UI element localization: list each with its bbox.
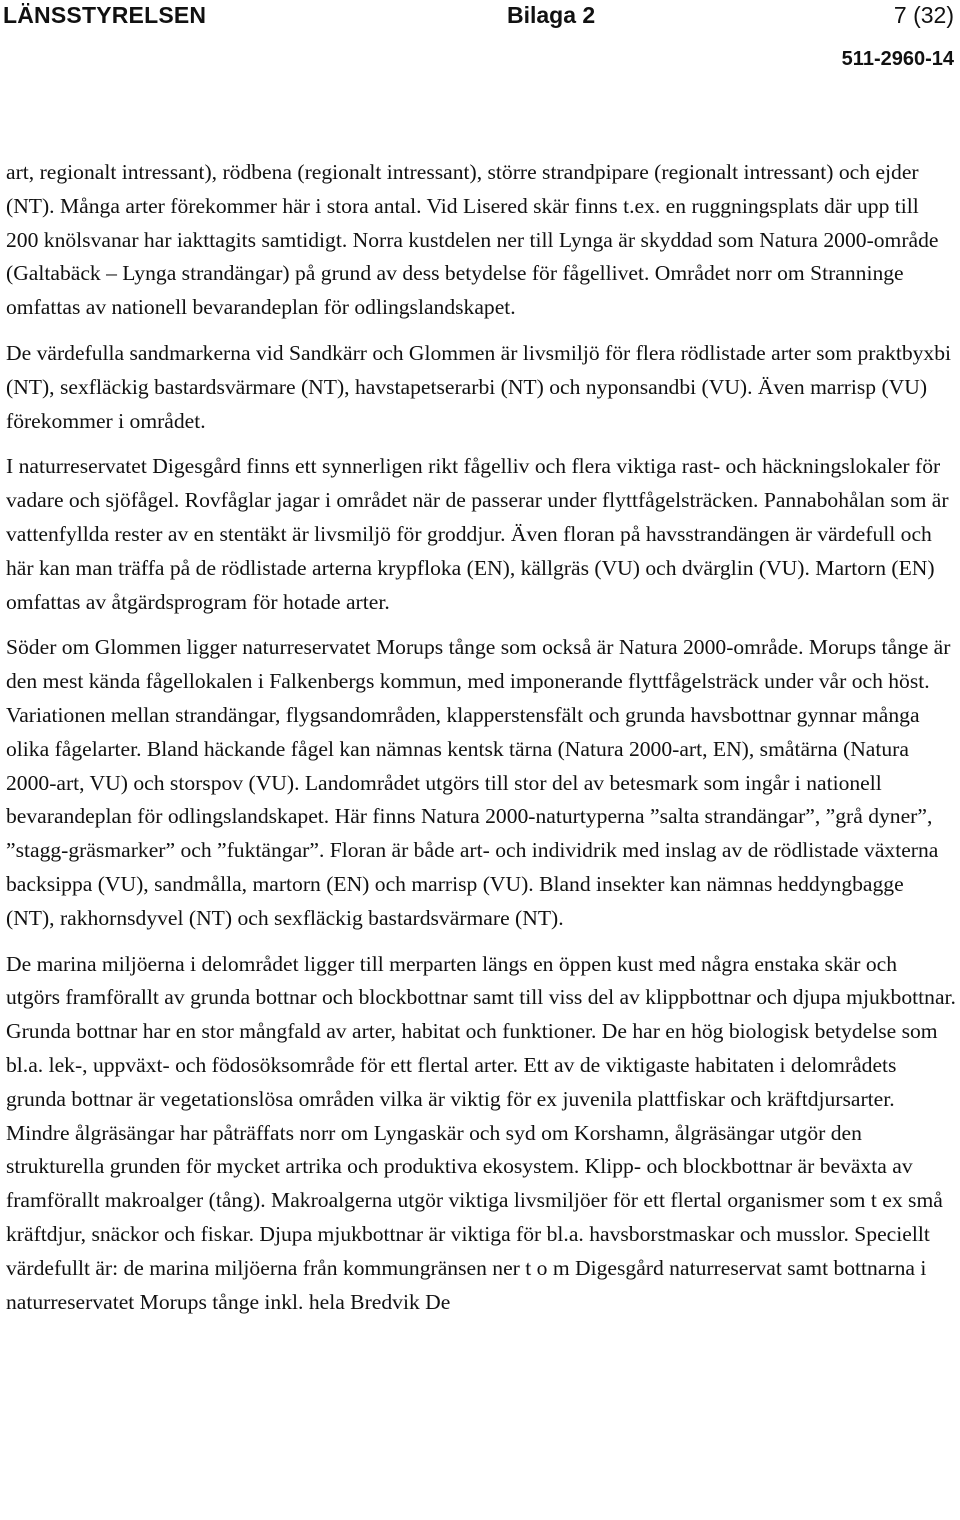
paragraph-morups-tange: Söder om Glommen ligger naturreservatet Morups tånge som också är Natura 2000-område. Morups tånge är den mest kända fågellokalen i Falkenbergs kommun, med imponerande flyttfågelsträck under vår och höst. Variationen mellan strandängar, flygsandområden, klapperstensfält och grunda havsbottnar gynnar många olika fågelarter. Bland häckande fågel kan nämnas kentsk tärna (Natura 2000-art, EN), småtärna (Natura 2000-art, VU) och storspov (VU). Landområdet utgörs till stor del av betesmark som ingår i nationell bevarandeplan för odlingslandskapet. Här finns Natura 2000-naturtyperna ”salta strandängar”, ”grå dyner”, ”stagg-gräsmarker” och ”fuktängar”. Floran är både art- och individrik med inslag av de rödlistade växterna backsippa (VU), sandmålla, martorn (EN) och marrisp (VU). Bland insekter kan nämnas heddyngbagge (NT), rakhornsdyvel (NT) och sexfläckig bastardsvärmare (NT). bbox=[6, 635, 951, 930]
page-header bbox=[0, 0, 960, 80]
organization-name: LÄNSSTYRELSEN bbox=[3, 2, 207, 28]
page-number: 7 (32) bbox=[893, 2, 954, 28]
paragraph-digesgard: I naturreservatet Digesgård finns ett synnerligen rikt fågelliv och flera viktiga rast- och häckningslokaler för vadare och sjöfågel. Rovfåglar jagar i området när de passerar under flyttfågelsträcken. Pannabohålan som är vattenfyllda rester av en stentäkt är livsmiljö för groddjur. Även floran på havsstrandängen är värdefull och här kan man träffa på de rödlistade arterna krypfloka (EN), källgräs (VU) och dvärglin (VU). Martorn (EN) omfattas av åtgärdsprogram för hotade arter. bbox=[6, 454, 949, 614]
paragraph-birds-coast: art, regionalt intressant), rödbena (regionalt intressant), större strandpipare (regionalt intressant) och ejder (NT). Många arter förekommer här i stora antal. Vid Lisered skär finns t.ex. en ruggningsplats där upp till 200 knölsvanar har iakttagits samtidigt. Norra kustdelen ner till Lynga är skyddad som Natura 2000-område (Galtabäck – Lynga strandängar) på grund av dess betydelse för fågellivet. Området norr om Stranninge omfattas av nationell bevarandeplan för odlingslandskapet. bbox=[6, 160, 939, 320]
paragraph-marine-environment: De marina miljöerna i delområdet ligger till merparten längs en öppen kust med några enstaka skär och utgörs framförallt av grunda bottnar och blockbottnar samt till viss del av klippbottnar och djupa mjukbottnar. Grunda bottnar har en stor mångfald av arter, habitat och funktioner. De har en hög biologisk betydelse som bl.a. lek-, uppväxt- och födosöksområde för ett flertal arter. Ett av de viktigaste habitaten i delområdets grunda bottnar är vegetationslösa områden vilka är viktig för ex juvenila plattfiskar och kräftdjursarter. Mindre ålgräsängar har påträffats norr om Lyngaskär och syd om Korshamn, ålgräsängar utgör den strukturella grunden för mycket artrika och produktiva ekosystem. Klipp- och blockbottnar är beväxta av framförallt makroalger (tång). Makroalgerna utgör viktiga livsmiljöer för ett flertal organismer som t ex små kräftdjur, snäckor och fiskar. Djupa mjukbottnar är viktiga för bl.a. havsborstmaskar och musslor. Speciellt värdefullt är: de marina miljöerna från kommungränsen ner t o m Digesgård naturreservat samt bottnarna i naturreservatet Morups tånge inkl. hela Bredvik De bbox=[6, 951, 956, 1314]
case-number: 511-2960-14 bbox=[841, 48, 954, 70]
paragraph-sandmarker: De värdefulla sandmarkerna vid Sandkärr och Glommen är livsmiljö för flera rödlistade arter som praktbyxbi (NT), sexfläckig bastardsvärmare (NT), havstapetserarbi (NT) och nyponsandbi (VU). Även marrisp (VU) förekommer i området. bbox=[6, 340, 952, 433]
appendix-label: Bilaga 2 bbox=[507, 2, 596, 28]
document-body bbox=[6, 156, 956, 1331]
